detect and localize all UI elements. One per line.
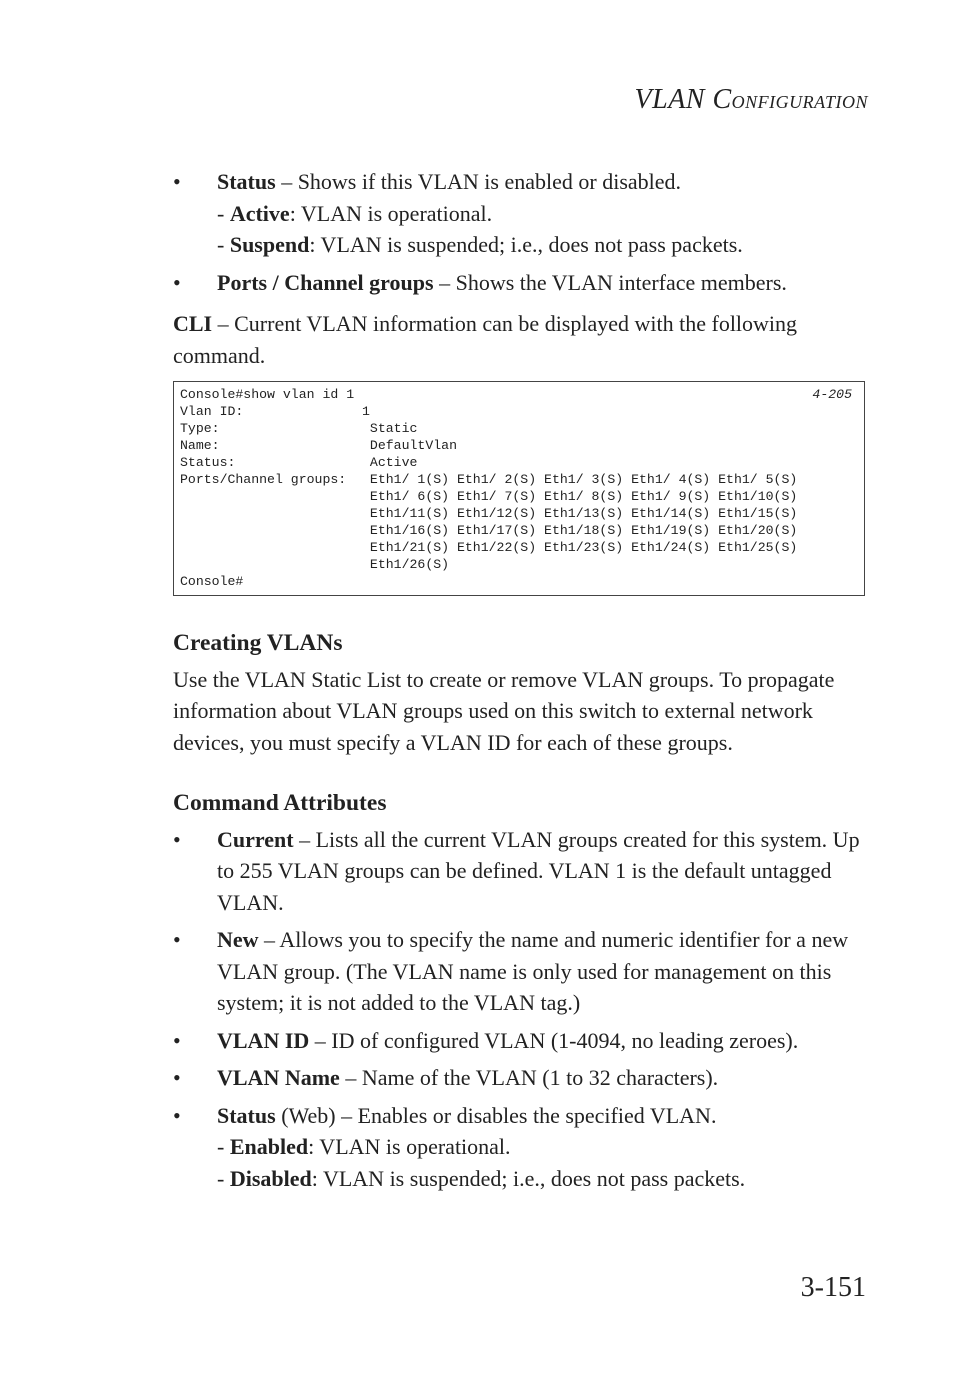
creating-body: Use the VLAN Static List to create or remove VLAN groups. To propagate information about VLAN groups used on this switch to external network devices, you must specify a VLAN ID for each of these groups.: [173, 666, 835, 755]
sub-disabled: - Disabled: VLAN is suspended; i.e., does not pass packets.: [217, 1165, 746, 1191]
header-title-small: ONFIGURATION: [731, 92, 868, 112]
running-header: [635, 84, 868, 116]
sub-suspend: - Suspend: VLAN is suspended; i.e., does not pass packets.: [217, 232, 743, 257]
page-number: 3-151: [800, 1272, 866, 1303]
bullet-ports: • Ports / Channel groups – Shows the VLAN interface members.: [173, 269, 787, 295]
bullet-current: • Current – Lists all the current VLAN groups created for this system. Up to 255 VLAN groups can be defined. VLAN 1 is the default untagged VLAN.: [173, 826, 860, 915]
sub-enabled: - Enabled: VLAN is operational.: [217, 1134, 511, 1159]
cli-paragraph: CLI – Current VLAN information can be displayed with the following command.: [173, 311, 798, 368]
sub-active: - Active: VLAN is operational.: [217, 200, 493, 226]
code-reference: 4-205: [812, 387, 852, 402]
page-content: [173, 166, 873, 1200]
status-term: Status: [217, 169, 276, 194]
heading-creating-vlans: Creating VLANs: [173, 630, 343, 656]
code-block: [173, 381, 865, 596]
ports-desc: – Shows the VLAN interface members.: [433, 269, 787, 295]
bullet-status-web: • Status (Web) – Enables or disables the specified VLAN. - Enabled: VLAN is operational. - Disabled: VLAN is suspended; i.e., does not pass packets.: [173, 1100, 873, 1195]
header-title-large: VLAN C: [634, 84, 732, 115]
ports-term: Ports / Channel groups: [217, 269, 434, 295]
bullet-vlan-name: • VLAN Name – Name of the VLAN (1 to 32 characters).: [173, 1065, 719, 1090]
heading-command-attributes: Command Attributes: [173, 790, 387, 816]
bullet-status: • Status – Shows if this VLAN is enabled or disabled. - Active: VLAN is operational. - Suspend: VLAN is suspended; i.e., does not pass packets.: [173, 166, 873, 261]
status-desc: – Shows if this VLAN is enabled or disabled.: [275, 169, 682, 194]
code-text: Console#show vlan id 1 Vlan ID: 1 Type: Static Name: DefaultVlan Status: Active Ports/Channel groups: Eth1/ 1(S) Eth1/ 2(S) Eth1/ 3(S) Eth1/ 4(S) Eth1/ 5(S) Eth1/ 6(S) Eth1/ 7(S) Eth1/ 8(S) Eth1/ 9(S) Eth1/10(S) Eth1/11(S) Eth1/12(S) Eth1/13(S) Eth1/14(S) Eth1/15(S) Eth1/16(S) Eth1/17(S) Eth1/18(S) Eth1/19(S) Eth1/20(S) Eth1/21(S) Eth1/22(S) Eth1/23(S) Eth1/24(S) Eth1/25(S) Eth1/26(S) Console#: [180, 387, 798, 589]
bullet-vlan-id: • VLAN ID – ID of configured VLAN (1-4094, no leading zeroes).: [173, 1027, 799, 1053]
bullet-new: • New – Allows you to specify the name and numeric identifier for a new VLAN group. (The VLAN name is only used for management on this system; it is not added to the VLAN tag.): [173, 927, 849, 1015]
